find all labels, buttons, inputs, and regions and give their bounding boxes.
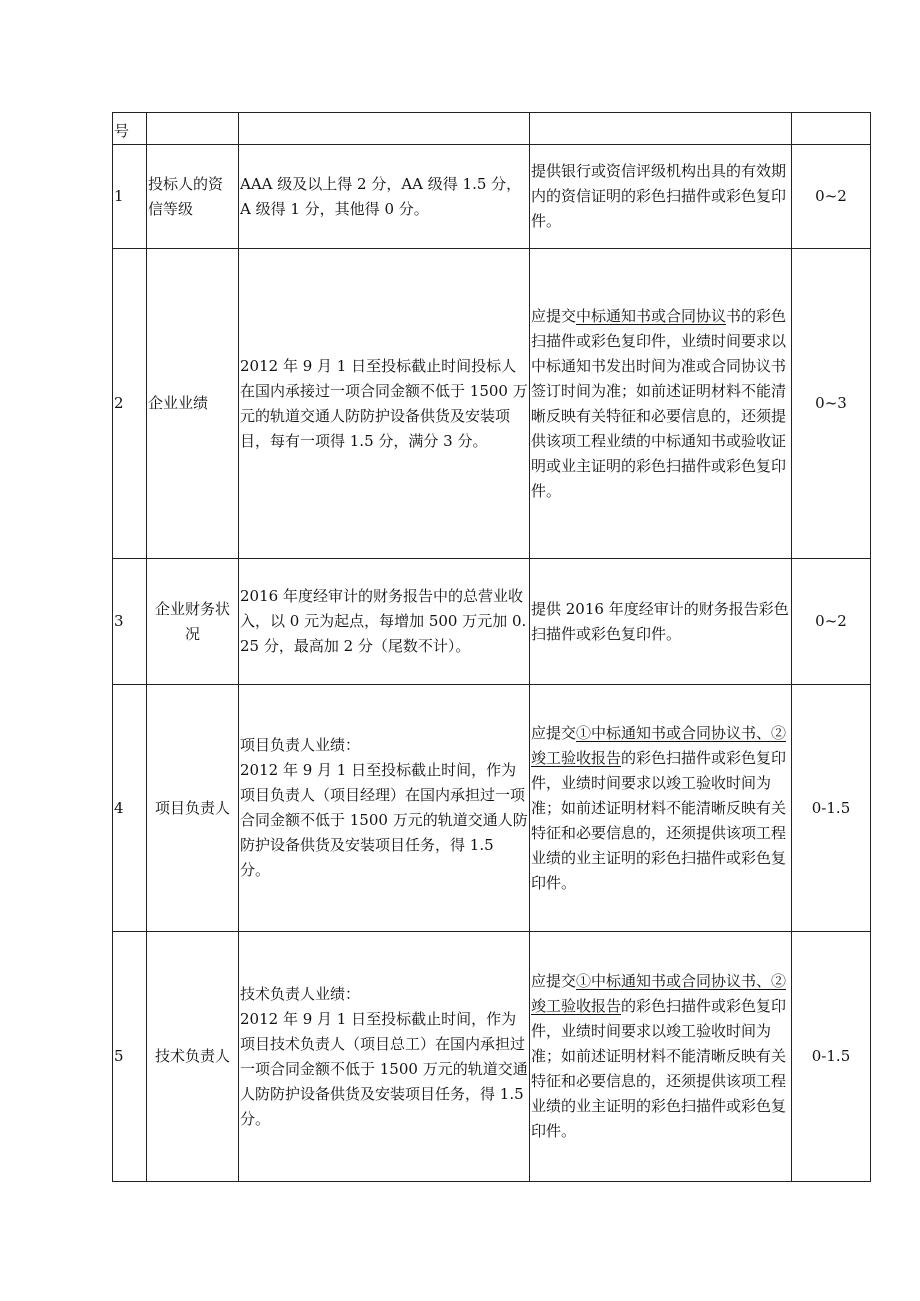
standard-title: 技术负责人业绩： xyxy=(240,984,361,1003)
row-requirement xyxy=(530,559,792,685)
row-requirement xyxy=(530,932,792,1182)
requirement-underlined-text: ②竣工验收报告 xyxy=(531,723,787,767)
row-number: 2 xyxy=(113,249,147,559)
table-row xyxy=(113,932,871,1182)
header-item-cell xyxy=(147,113,239,145)
row-score: 0~2 xyxy=(792,559,871,685)
row-score: 0-1.5 xyxy=(792,685,871,932)
standard-text: 2012 年 9 月 1 日至投标截止时间，作为项目负责人（项目经理）在国内承担过一项合同金额不低于 1500 万元的轨道交通人防防护设备供货及安装项目任务，得 1.5 分。 xyxy=(240,761,528,879)
requirement-text: 应提交 xyxy=(531,972,577,990)
requirement-text: 提供银行或资信评级机构出具的有效期内的资信证明的彩色扫描件或彩色复印件。 xyxy=(531,162,787,230)
row-item: 投标人的资信等级 xyxy=(147,145,239,249)
row-requirement xyxy=(530,249,792,559)
requirement-text: 书的彩色扫描件或彩色复印件，业绩时间要求以中标通知书发出时间为准或合同协议书签订时间为准；如前述证明材料不能清晰反映有关特征和必要信息的，还须提供该项工程业绩的中标通知书或验收证明或业主证明的彩色扫描件或彩色复印件。 xyxy=(531,306,787,500)
table-header-row xyxy=(113,113,871,145)
requirement-underlined-text: ②竣工验收报告 xyxy=(531,972,787,1015)
row-number: 5 xyxy=(113,932,147,1182)
row-number: 3 xyxy=(113,559,147,685)
row-item: 项目负责人 xyxy=(147,685,239,932)
requirement-underlined-text: ①中标通知书或合同协议书、 xyxy=(576,723,772,742)
row-standard: AAA 级及以上得 2 分，AA 级得 1.5 分，A 级得 1 分，其他得 0 分。 xyxy=(239,145,530,249)
header-standard-cell xyxy=(239,113,530,145)
row-score: 0~2 xyxy=(792,145,871,249)
row-item: 企业业绩 xyxy=(147,249,239,559)
requirement-text: 应提交 xyxy=(531,723,577,742)
row-number: 1 xyxy=(113,145,147,249)
row-standard xyxy=(239,932,530,1182)
row-standard xyxy=(239,685,530,932)
row-score: 0-1.5 xyxy=(792,932,871,1182)
scoring-table xyxy=(112,112,871,1182)
row-score: 0~3 xyxy=(792,249,871,559)
table-row xyxy=(113,685,871,932)
standard-title: 项目负责人业绩： xyxy=(240,736,361,754)
row-requirement xyxy=(530,145,792,249)
header-requirement-cell xyxy=(530,113,792,145)
requirement-text: 的彩色扫描件或彩色复印件，业绩时间要求以竣工验收时间为准；如前述证明材料不能清晰反映有关特征和必要信息的，还须提供该项工程业绩的业主证明的彩色扫描件或彩色复印件。 xyxy=(531,748,787,892)
header-no-cell: 号 xyxy=(113,113,147,145)
row-standard: 2012 年 9 月 1 日至投标截止时间投标人在国内承接过一项合同金额不低于 1500 万元的轨道交通人防防护设备供货及安装项目，每有一项得 1.5 分，满分 3 分。 xyxy=(239,249,530,559)
row-item: 企业财务状况 xyxy=(147,559,239,685)
requirement-text: 提供 2016 年度经审计的财务报告彩色扫描件或彩色复印件。 xyxy=(531,599,789,643)
row-number: 4 xyxy=(113,685,147,932)
table-row xyxy=(113,145,871,249)
table-row xyxy=(113,249,871,559)
table-row xyxy=(113,559,871,685)
requirement-underlined-text: 中标通知书或合同协议 xyxy=(576,306,727,325)
requirement-text: 的彩色扫描件或彩色复印件，业绩时间要求以竣工验收时间为准；如前述证明材料不能清晰反映有关特征和必要信息的，还须提供该项工程业绩的业主证明的彩色扫描件或彩色复印件。 xyxy=(531,997,787,1140)
standard-text: 2012 年 9 月 1 日至投标截止时间，作为项目技术负责人（项目总工）在国内承担过一项合同金额不低于 1500 万元的轨道交通人防防护设备供货及安装项目任务，得 1.5 分。 xyxy=(240,1009,528,1128)
requirement-underlined-text: ①中标通知书或合同协议书、 xyxy=(576,972,772,990)
header-score-cell xyxy=(792,113,871,145)
row-requirement xyxy=(530,685,792,932)
requirement-text: 应提交 xyxy=(531,306,577,325)
row-standard: 2016 年度经审计的财务报告中的总营业收入，以 0 元为起点，每增加 500 万元加 0.25 分，最高加 2 分（尾数不计）。 xyxy=(239,559,530,685)
row-item: 技术负责人 xyxy=(147,932,239,1182)
